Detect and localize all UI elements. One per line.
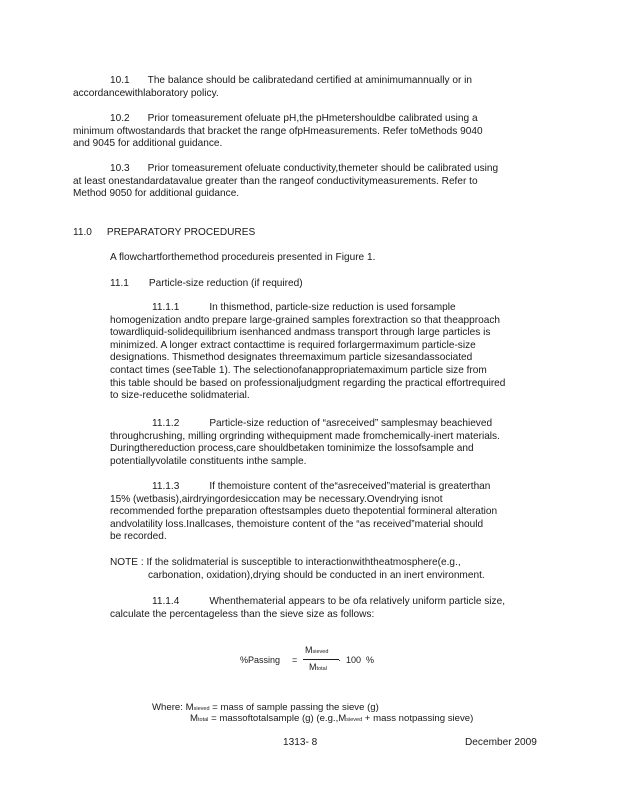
section-heading-11 <box>73 227 255 238</box>
paragraph-line: homogenization andto prepare large-grained samples forextraction so that theapproach <box>110 314 500 326</box>
note-label: NOTE : <box>110 557 144 568</box>
formula-denominator: Mtotal <box>309 662 327 672</box>
section-title: PREPARATORY PROCEDURES <box>106 227 256 238</box>
section-number: 10.1 <box>110 75 130 86</box>
note-line: carbonation, oxidation),drying should be conducted in an inert environment. <box>148 569 485 581</box>
section-number: 11.1.3 <box>152 481 180 492</box>
paragraph-line: The balance should be calibratedand certified at aminimumannually or in <box>147 75 472 86</box>
paragraph-10-3 <box>73 163 553 201</box>
paragraph-line: If themoisture content of the“asreceived”material is greaterthan <box>209 481 491 492</box>
section-number: 11.1.2 <box>152 418 180 429</box>
where-line-1: Where: Msieved = mass of sample passing the sieve (g) <box>152 702 379 713</box>
subsection-heading-11-1 <box>110 278 303 289</box>
paragraph-10-1 <box>73 75 553 100</box>
section-number: 11.1.1 <box>152 302 180 313</box>
paragraph-line: accordancewithlaboratory policy. <box>73 87 219 99</box>
formula-lhs: %Passing <box>240 655 281 665</box>
paragraph-line: Prior tomeasurement ofeluate conductivity,themeter should be calibrated using <box>147 163 499 174</box>
paragraph-line: Whenthematerial appears to be ofa relatively uniform particle size, <box>209 596 505 607</box>
paragraph-line: 15% (wetbasis),airdryingordesiccation may be necessary.Ovendrying isnot <box>110 493 443 505</box>
flowchart-intro: A flowchartforthemethod procedureis presented in Figure 1. <box>110 252 376 263</box>
paragraph-10-2 <box>73 113 553 151</box>
paragraph-line: andvolatility loss.Inallcases, themoisture content of the “as received”material should <box>110 518 484 530</box>
section-number: 11.1.4 <box>152 596 180 607</box>
paragraph-line: Prior tomeasurement ofeluate pH,the pHmetershouldbe calibrated using a <box>147 113 478 124</box>
formula-times: · <box>338 655 341 665</box>
paragraph-line: minimum oftwostandards that bracket the range ofpHmeasurements. Refer toMethods 9040 <box>73 125 483 137</box>
paragraph-line: and 9045 for additional guidance. <box>73 138 223 150</box>
paragraph-line: throughcrushing, milling orgrinding withequipment made fromchemically-inert materials. <box>110 430 500 442</box>
section-number: 11.0 <box>73 227 92 238</box>
paragraph-line: Duringthereduction process,care shouldbetaken tominimize the lossofsample and <box>110 443 474 455</box>
formula-unit: % <box>366 655 375 665</box>
paragraph-line: Particle-size reduction of “asreceived” samplesmay beachieved <box>209 418 493 429</box>
formula-numerator: Msieved <box>305 645 329 655</box>
paragraph-line: to size-reducethe solidmaterial. <box>110 390 250 402</box>
paragraph-11-1-4 <box>110 596 550 621</box>
paragraph-line: calculate the percentageless than the sieve size as follows: <box>110 608 375 620</box>
note-line: If the solidmaterial is susceptible to interactionwiththeatmosphere(e.g., <box>146 557 461 568</box>
document-date: December 2009 <box>465 737 537 748</box>
section-title: Particle-size reduction (if required) <box>148 278 303 289</box>
paragraph-line: towardliquid-solidequilibrium isenhanced andmass transport through large particles is <box>110 327 491 339</box>
section-number: 10.3 <box>110 163 130 174</box>
paragraph-line: minimized. A longer extract contacttime is required forlargermaximum particle-size <box>110 339 476 351</box>
section-number: 11.1 <box>110 278 129 289</box>
where-line-2: Mtotal = massoftotalsample (g) (e.g.,Msieved + mass notpassing sieve) <box>190 713 474 724</box>
page-number: 1313- 8 <box>283 737 318 748</box>
fraction-bar <box>303 659 339 660</box>
paragraph-11-1-1 <box>110 302 550 403</box>
paragraph-11-1-3 <box>110 481 550 544</box>
paragraph-line: potentiallyvolatile constituents inthe sample. <box>110 455 307 467</box>
paragraph-line: be recorded. <box>110 531 167 543</box>
paragraph-line: Method 9050 for additional guidance. <box>73 188 240 200</box>
paragraph-line: this table should be based on professionaljudgment regarding the practical effortrequired <box>110 377 506 389</box>
paragraph-11-1-2 <box>110 418 550 468</box>
section-number: 10.2 <box>110 113 130 124</box>
note <box>110 557 570 582</box>
paragraph-line: In thismethod, particle-size reduction is used forsample <box>209 302 456 313</box>
paragraph-line: recommended forthe preparation oftestsamples dueto thepotential formineral alteration <box>110 506 498 518</box>
formula-factor: 100 <box>346 655 362 665</box>
paragraph-line: designations. Thismethod designates threemaximum particle sizesandassociated <box>110 352 473 364</box>
paragraph-line: contact times (seeTable 1). The selectionofanappropriatemaximum particle size from <box>110 364 487 376</box>
formula-equals: = <box>292 655 298 665</box>
paragraph-line: at least onestandardatavalue greater than the rangeof conductivitymeasurements. Refer to <box>73 175 478 187</box>
